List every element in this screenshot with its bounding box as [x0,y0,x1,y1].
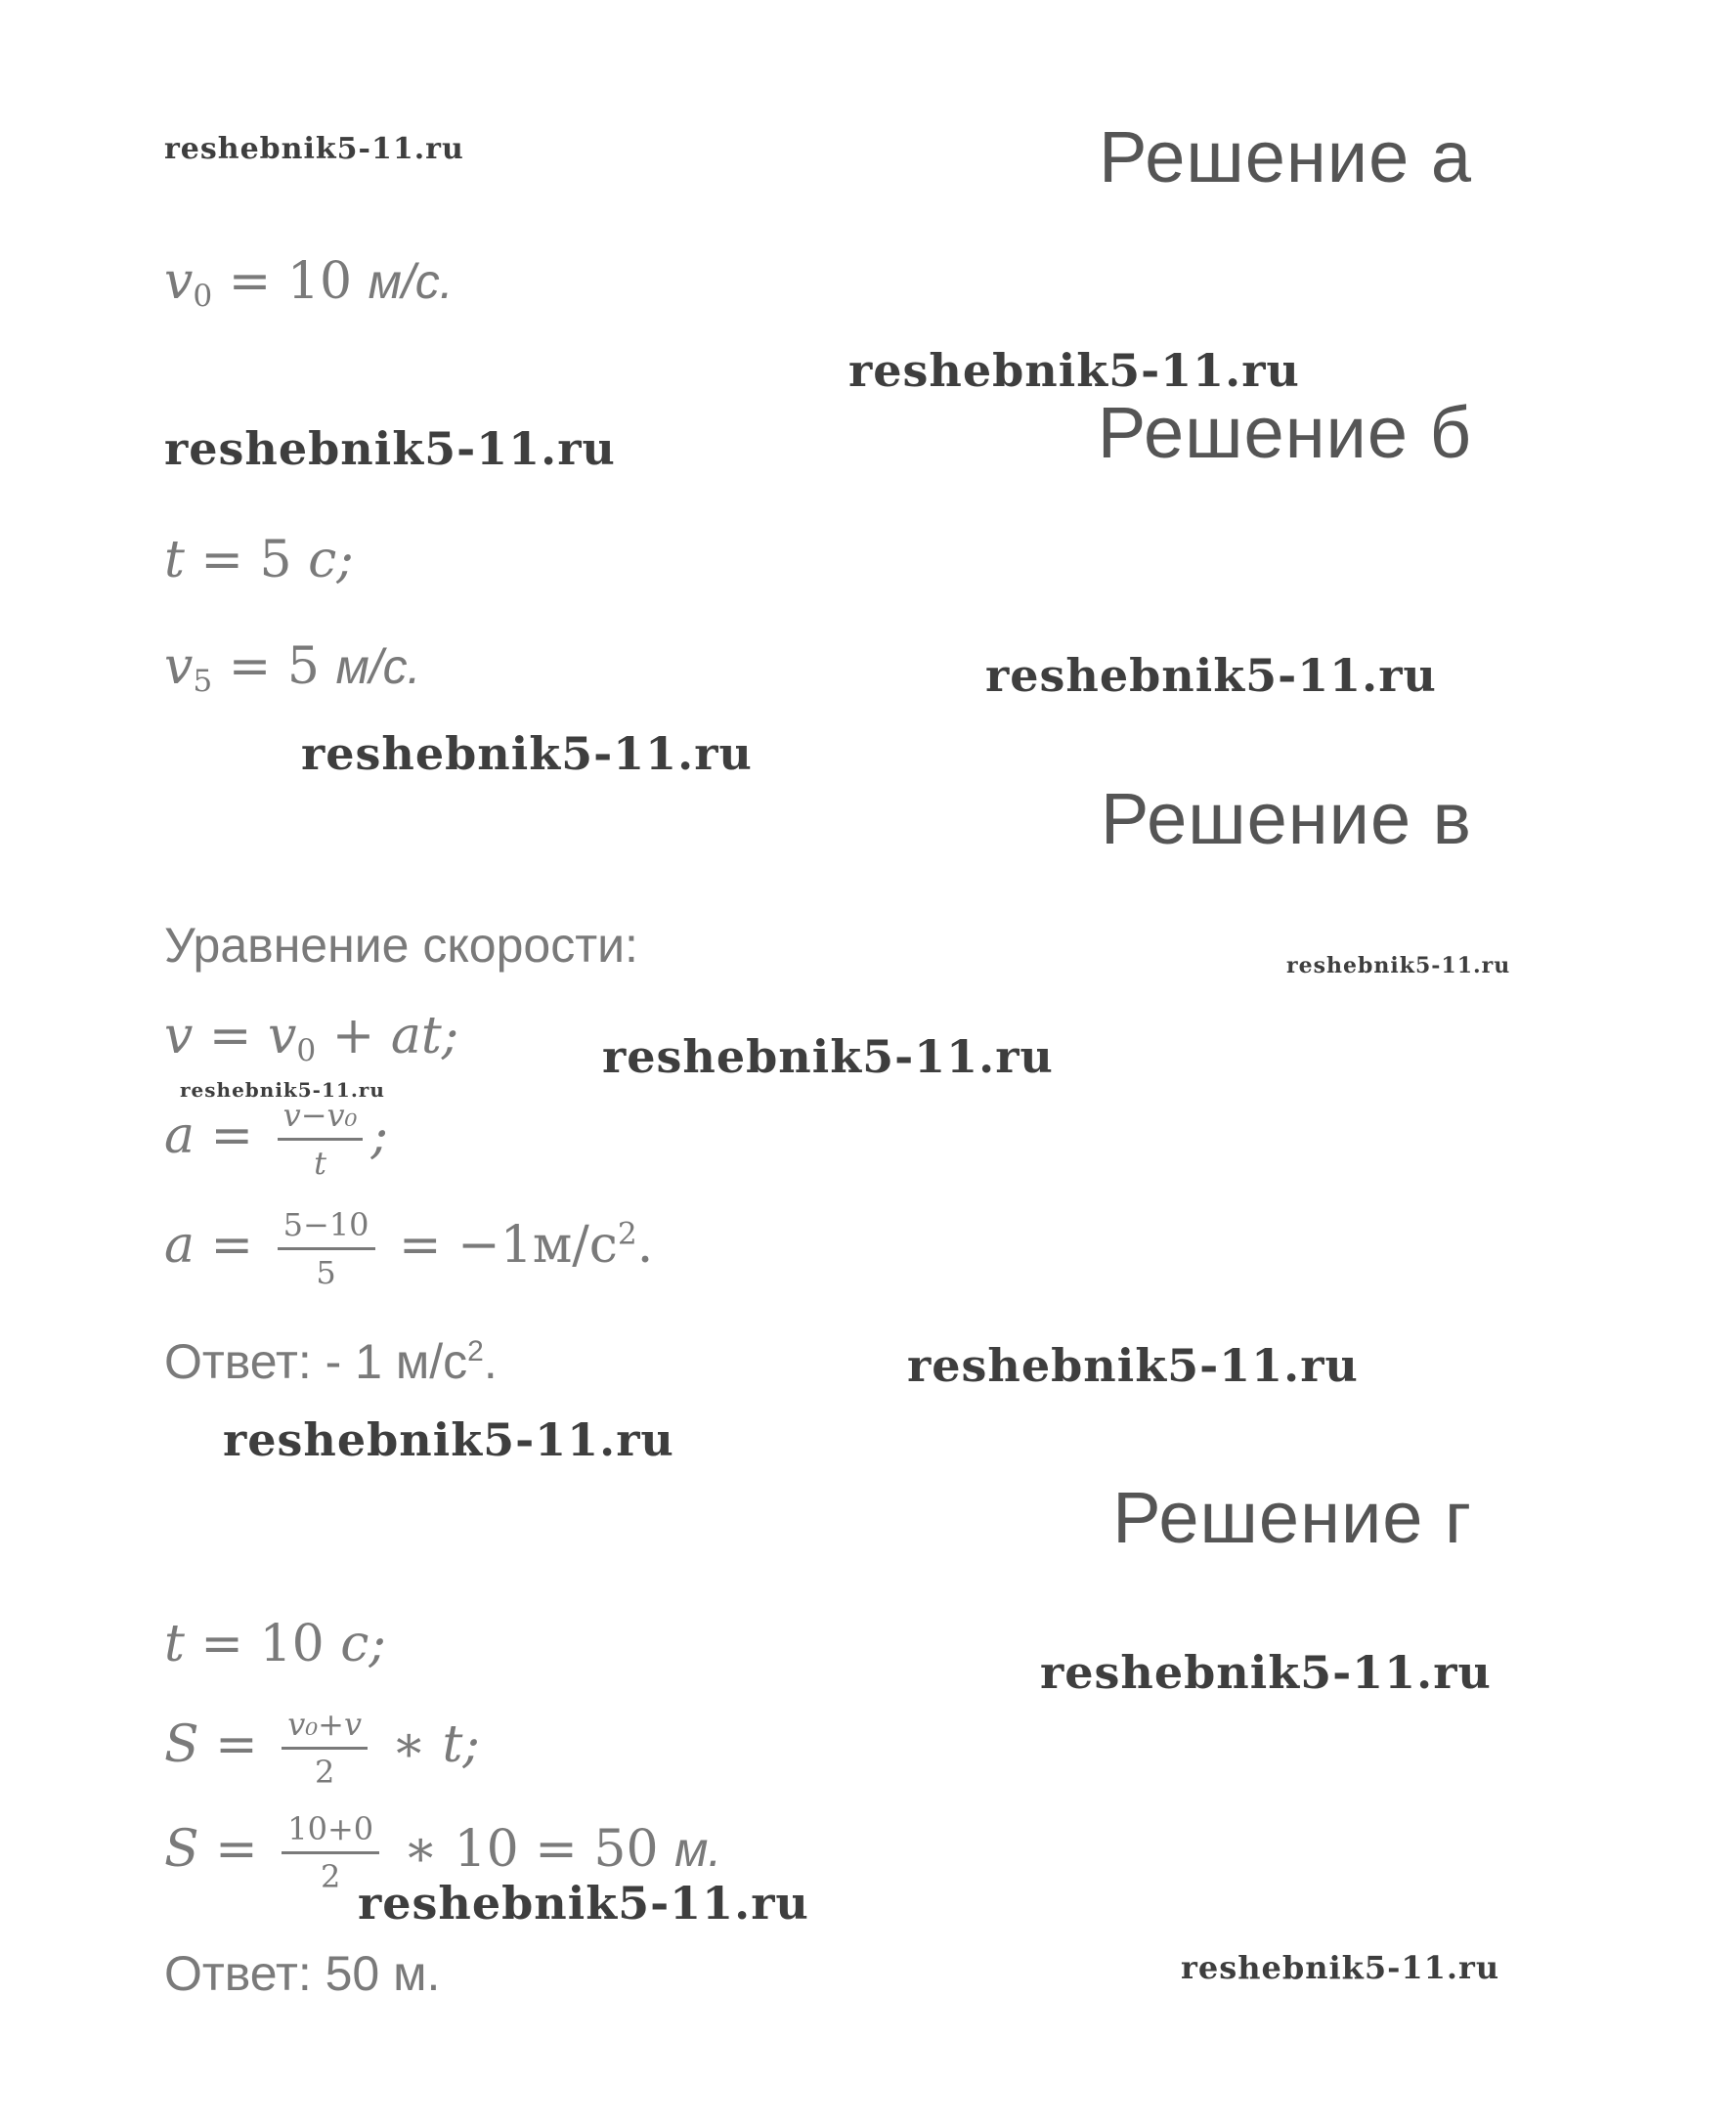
watermark: reshebnik5-11.ru [1286,953,1511,978]
heading-solution-a: Решение а [1099,116,1472,197]
equation-distance-formula: S = $\frac{\text{v₀+v}}{2}$ ∗ t; [164,1706,480,1791]
answer-distance: Ответ: 50 м. [164,1946,441,2001]
watermark: reshebnik5-11.ru [907,1339,1359,1392]
equation-initial-velocity: $v_0 = 10$ м/с. [164,252,454,314]
heading-solution-d: Решение г [1112,1477,1472,1558]
equation-time: t = 5 c; [164,531,354,589]
watermark: reshebnik5-11.ru [358,1877,809,1930]
equation-time-10: t = 10 c; [164,1615,386,1673]
watermark: reshebnik5-11.ru [1040,1646,1492,1699]
answer-acceleration: Ответ: - 1 $м/с^2$. [164,1334,498,1389]
watermark: reshebnik5-11.ru [985,649,1437,702]
equation-acceleration-value: a = $\frac{5-10}{5}$ = $-1м/с^2$. [164,1206,654,1291]
caption-velocity-equation: Уравнение скорости: [164,918,638,973]
equation-distance-value: S = $\frac{10+0}{2}$ ∗ 10 = 50 м. [164,1810,722,1895]
heading-solution-c: Решение в [1100,778,1472,859]
equation-velocity-formula: $v = v_0$ + at; [164,1007,459,1068]
equation-velocity-5: $v_5 = 5$ м/с. [164,637,421,699]
watermark: reshebnik5-11.ru [164,132,464,166]
watermark: reshebnik5-11.ru [180,1078,385,1102]
watermark: reshebnik5-11.ru [602,1030,1054,1083]
watermark: reshebnik5-11.ru [1181,1949,1500,1986]
heading-solution-b: Решение б [1097,392,1472,473]
watermark: reshebnik5-11.ru [164,422,616,475]
watermark: reshebnik5-11.ru [223,1413,674,1466]
watermark: reshebnik5-11.ru [301,727,753,780]
watermark: reshebnik5-11.ru [848,344,1300,397]
equation-acceleration-formula: a = $\frac{\text{v−v₀}}{t}$ ; [164,1097,388,1182]
